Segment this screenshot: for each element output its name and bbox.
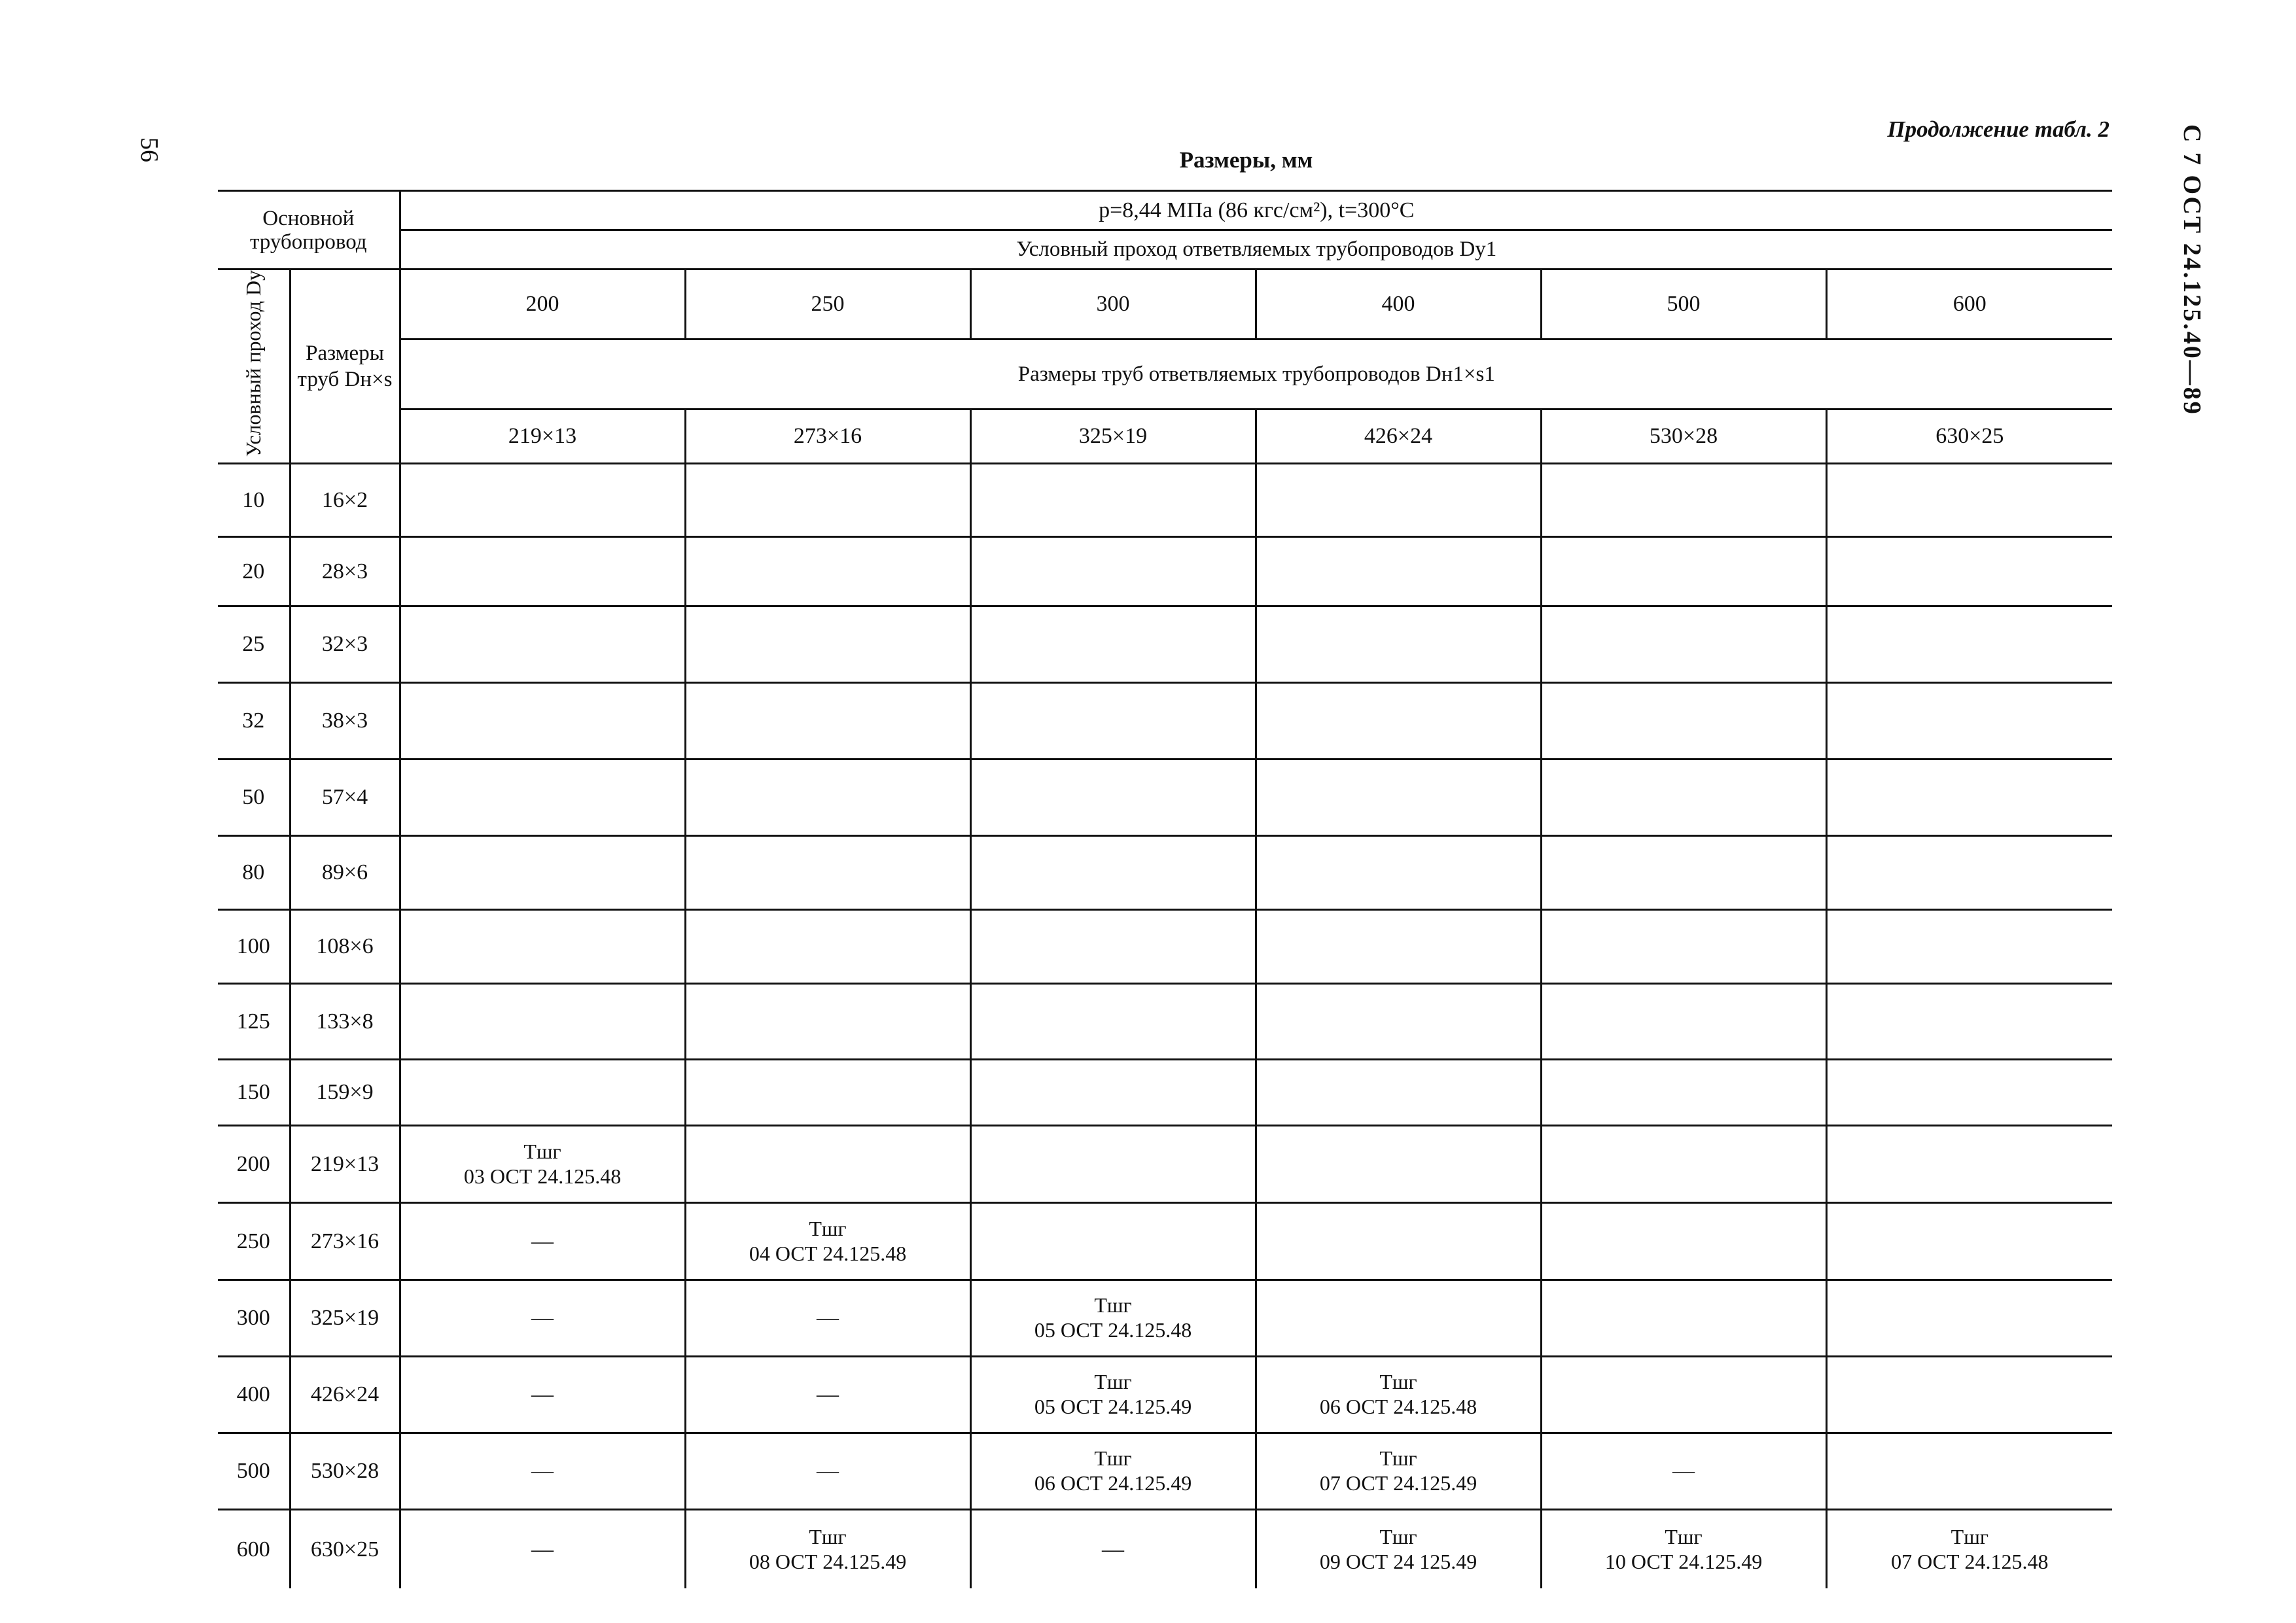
row-cell-col-6 [1826,1357,2112,1433]
table-row [218,464,2112,537]
row-cell-col-6 [1826,1203,2112,1280]
row-cell-col-5 [1541,683,1826,759]
empty-dash: — [531,1229,554,1253]
table-header [218,191,2112,464]
row-cell-col-5 [1541,464,1826,537]
branch-size-530x28: 530×28 [1541,410,1826,464]
row-dn: 400 [218,1357,290,1433]
units-caption [0,147,2296,173]
tee-designation: Тшг 08 ОСТ 24.125.49 [749,1524,907,1573]
empty-dash: — [531,1537,554,1562]
row-cell-col-5 [1541,537,1826,606]
row-cell-col-5 [1541,1433,1826,1510]
tee-designation: Тшг 05 ОСТ 24.125.49 [1034,1370,1192,1419]
empty-dash: — [1102,1537,1125,1562]
row-cell-col-1 [400,836,685,910]
row-cell-col-3 [970,1433,1256,1510]
row-dn: 200 [218,1126,290,1203]
branch-size-426x24: 426×24 [1256,410,1541,464]
row-cell-col-1 [400,1126,685,1203]
pressure-header: p=8,44 МПа (86 кгс/см²), t=300°С [400,191,2112,230]
tee-designation: Тшг 10 ОСТ 24.125.49 [1604,1524,1763,1573]
row-cell-col-6 [1826,1060,2112,1126]
row-pipe-size: 159×9 [290,1060,400,1126]
table-row [218,683,2112,759]
table-row [218,984,2112,1060]
row-cell-col-5 [1541,984,1826,1060]
row-cell-col-4 [1256,683,1541,759]
branch-dn-600: 600 [1826,270,2112,340]
row-cell-col-2 [685,606,970,683]
row-cell-col-4 [1256,1510,1541,1588]
table-row [218,759,2112,836]
row-cell-col-3 [970,1203,1256,1280]
row-pipe-size: 325×19 [290,1280,400,1357]
row-cell-col-2 [685,1510,970,1588]
row-dn: 32 [218,683,290,759]
row-cell-col-5 [1541,1280,1826,1357]
empty-dash: — [817,1306,839,1331]
row-cell-col-1 [400,1060,685,1126]
tee-designation: Тшг 06 ОСТ 24.125.49 [1034,1446,1192,1495]
branch-dn-400: 400 [1256,270,1541,340]
size-column-header: Размеры труб Dн×s [290,270,400,464]
row-cell-col-2 [685,1280,970,1357]
table-row [218,1060,2112,1126]
row-cell-col-1 [400,1280,685,1357]
row-cell-col-2 [685,910,970,984]
row-cell-col-4 [1256,1357,1541,1433]
row-cell-col-1 [400,1510,685,1588]
row-dn: 250 [218,1203,290,1280]
row-cell-col-4 [1256,1203,1541,1280]
row-pipe-size: 426×24 [290,1357,400,1433]
row-cell-col-4 [1256,537,1541,606]
row-cell-col-3 [970,1510,1256,1588]
row-cell-col-1 [400,1203,685,1280]
tee-designation: Тшг 09 ОСТ 24 125.49 [1319,1524,1477,1573]
row-cell-col-1 [400,1357,685,1433]
row-dn: 100 [218,910,290,984]
row-cell-col-6 [1826,464,2112,537]
table-row [218,910,2112,984]
main-pipe-header: Основной трубопровод [218,191,400,270]
table-row [218,1126,2112,1203]
row-cell-col-3 [970,1280,1256,1357]
branch-size-219x13: 219×13 [400,410,685,464]
row-cell-col-2 [685,683,970,759]
table-row [218,1510,2112,1588]
tee-designation: Тшг 04 ОСТ 24.125.48 [749,1216,907,1265]
row-cell-col-3 [970,910,1256,984]
row-cell-col-5 [1541,606,1826,683]
dn-column-label: Условный проход Dу [241,270,266,457]
row-cell-col-5 [1541,836,1826,910]
row-cell-col-3 [970,1126,1256,1203]
row-cell-col-2 [685,537,970,606]
row-cell-col-2 [685,1203,970,1280]
row-cell-col-3 [970,606,1256,683]
tee-designation: Тшг 07 ОСТ 24.125.48 [1891,1524,2049,1573]
table-row [218,606,2112,683]
branch-size-630x25: 630×25 [1826,410,2112,464]
tee-designation: Тшг 05 ОСТ 24.125.48 [1034,1293,1192,1342]
row-pipe-size: 630×25 [290,1510,400,1588]
row-cell-col-5 [1541,1203,1826,1280]
row-cell-col-6 [1826,606,2112,683]
row-pipe-size: 16×2 [290,464,400,537]
row-cell-col-2 [685,1433,970,1510]
branch-dn-500: 500 [1541,270,1826,340]
row-cell-col-6 [1826,683,2112,759]
row-cell-col-1 [400,464,685,537]
row-cell-col-6 [1826,759,2112,836]
row-cell-col-2 [685,1357,970,1433]
row-cell-col-4 [1256,464,1541,537]
row-cell-col-6 [1826,537,2112,606]
tee-designation: Тшг 03 ОСТ 24.125.48 [463,1139,622,1188]
row-cell-col-5 [1541,1510,1826,1588]
row-cell-col-4 [1256,836,1541,910]
table-continuation-label: Продолжение табл. 2 [1887,116,2110,142]
row-cell-col-6 [1826,1280,2112,1357]
row-cell-col-6 [1826,984,2112,1060]
row-pipe-size: 32×3 [290,606,400,683]
table-row [218,836,2112,910]
row-dn: 25 [218,606,290,683]
row-cell-col-6 [1826,1510,2112,1588]
row-cell-col-4 [1256,606,1541,683]
row-cell-col-2 [685,464,970,537]
dn-column-header [218,270,290,464]
row-dn: 20 [218,537,290,606]
row-cell-col-5 [1541,759,1826,836]
row-dn: 300 [218,1280,290,1357]
tee-designation: Тшг 07 ОСТ 24.125.49 [1319,1446,1477,1495]
row-cell-col-1 [400,910,685,984]
branch-dn-header: Условный проход ответвляемых трубопроводов Dу1 [400,230,2112,270]
row-pipe-size: 38×3 [290,683,400,759]
empty-dash: — [817,1382,839,1407]
units-text: Размеры, мм [1179,147,1313,173]
row-cell-col-6 [1826,836,2112,910]
empty-dash: — [531,1306,554,1331]
row-cell-col-5 [1541,1126,1826,1203]
row-pipe-size: 219×13 [290,1126,400,1203]
table-row [218,1357,2112,1433]
row-cell-col-6 [1826,1126,2112,1203]
row-cell-col-4 [1256,984,1541,1060]
row-pipe-size: 28×3 [290,537,400,606]
row-cell-col-1 [400,537,685,606]
row-pipe-size: 89×6 [290,836,400,910]
table-body [218,464,2112,1588]
row-cell-col-5 [1541,910,1826,984]
row-pipe-size: 530×28 [290,1433,400,1510]
row-cell-col-3 [970,836,1256,910]
row-cell-col-3 [970,1357,1256,1433]
page-number: 56 [135,137,163,162]
branch-dn-300: 300 [970,270,1256,340]
branch-size-header: Размеры труб ответвляемых трубопроводов Dн1×s1 [400,340,2112,410]
branch-size-325x19: 325×19 [970,410,1256,464]
row-cell-col-2 [685,759,970,836]
table-row [218,1433,2112,1510]
row-cell-col-3 [970,464,1256,537]
branch-dn-200: 200 [400,270,685,340]
row-cell-col-3 [970,759,1256,836]
row-cell-col-1 [400,683,685,759]
dimensions-table [218,190,2112,1588]
branch-dn-250: 250 [685,270,970,340]
row-cell-col-4 [1256,1126,1541,1203]
row-cell-col-6 [1826,1433,2112,1510]
branch-size-273x16: 273×16 [685,410,970,464]
row-dn: 500 [218,1433,290,1510]
row-dn: 125 [218,984,290,1060]
empty-dash: — [531,1382,554,1407]
row-dn: 10 [218,464,290,537]
row-cell-col-3 [970,683,1256,759]
row-dn: 50 [218,759,290,836]
row-cell-col-3 [970,537,1256,606]
row-cell-col-3 [970,1060,1256,1126]
empty-dash: — [817,1459,839,1484]
row-cell-col-2 [685,1126,970,1203]
document-code: С 7 ОСТ 24.125.40—89 [2178,124,2206,416]
row-cell-col-4 [1256,910,1541,984]
row-pipe-size: 133×8 [290,984,400,1060]
row-cell-col-5 [1541,1357,1826,1433]
row-cell-col-1 [400,1433,685,1510]
table-row [218,1203,2112,1280]
row-pipe-size: 57×4 [290,759,400,836]
row-pipe-size: 273×16 [290,1203,400,1280]
row-dn: 80 [218,836,290,910]
row-cell-col-1 [400,984,685,1060]
empty-dash: — [531,1459,554,1484]
empty-dash: — [1672,1459,1695,1484]
row-dn: 600 [236,1537,270,1562]
table-row [218,537,2112,606]
row-cell-col-2 [685,1060,970,1126]
row-cell-col-4 [1256,759,1541,836]
row-cell-col-2 [685,984,970,1060]
table-row [218,1280,2112,1357]
row-cell-col-1 [400,606,685,683]
row-pipe-size: 108×6 [290,910,400,984]
tee-designation: Тшг 06 ОСТ 24.125.48 [1319,1370,1477,1419]
row-cell-col-4 [1256,1433,1541,1510]
row-cell-col-2 [685,836,970,910]
row-dn: 150 [218,1060,290,1126]
row-cell-col-5 [1541,1060,1826,1126]
row-cell-col-1 [400,759,685,836]
row-cell-col-6 [1826,910,2112,984]
row-cell-col-4 [1256,1060,1541,1126]
row-cell-col-4 [1256,1280,1541,1357]
row-cell-col-3 [970,984,1256,1060]
